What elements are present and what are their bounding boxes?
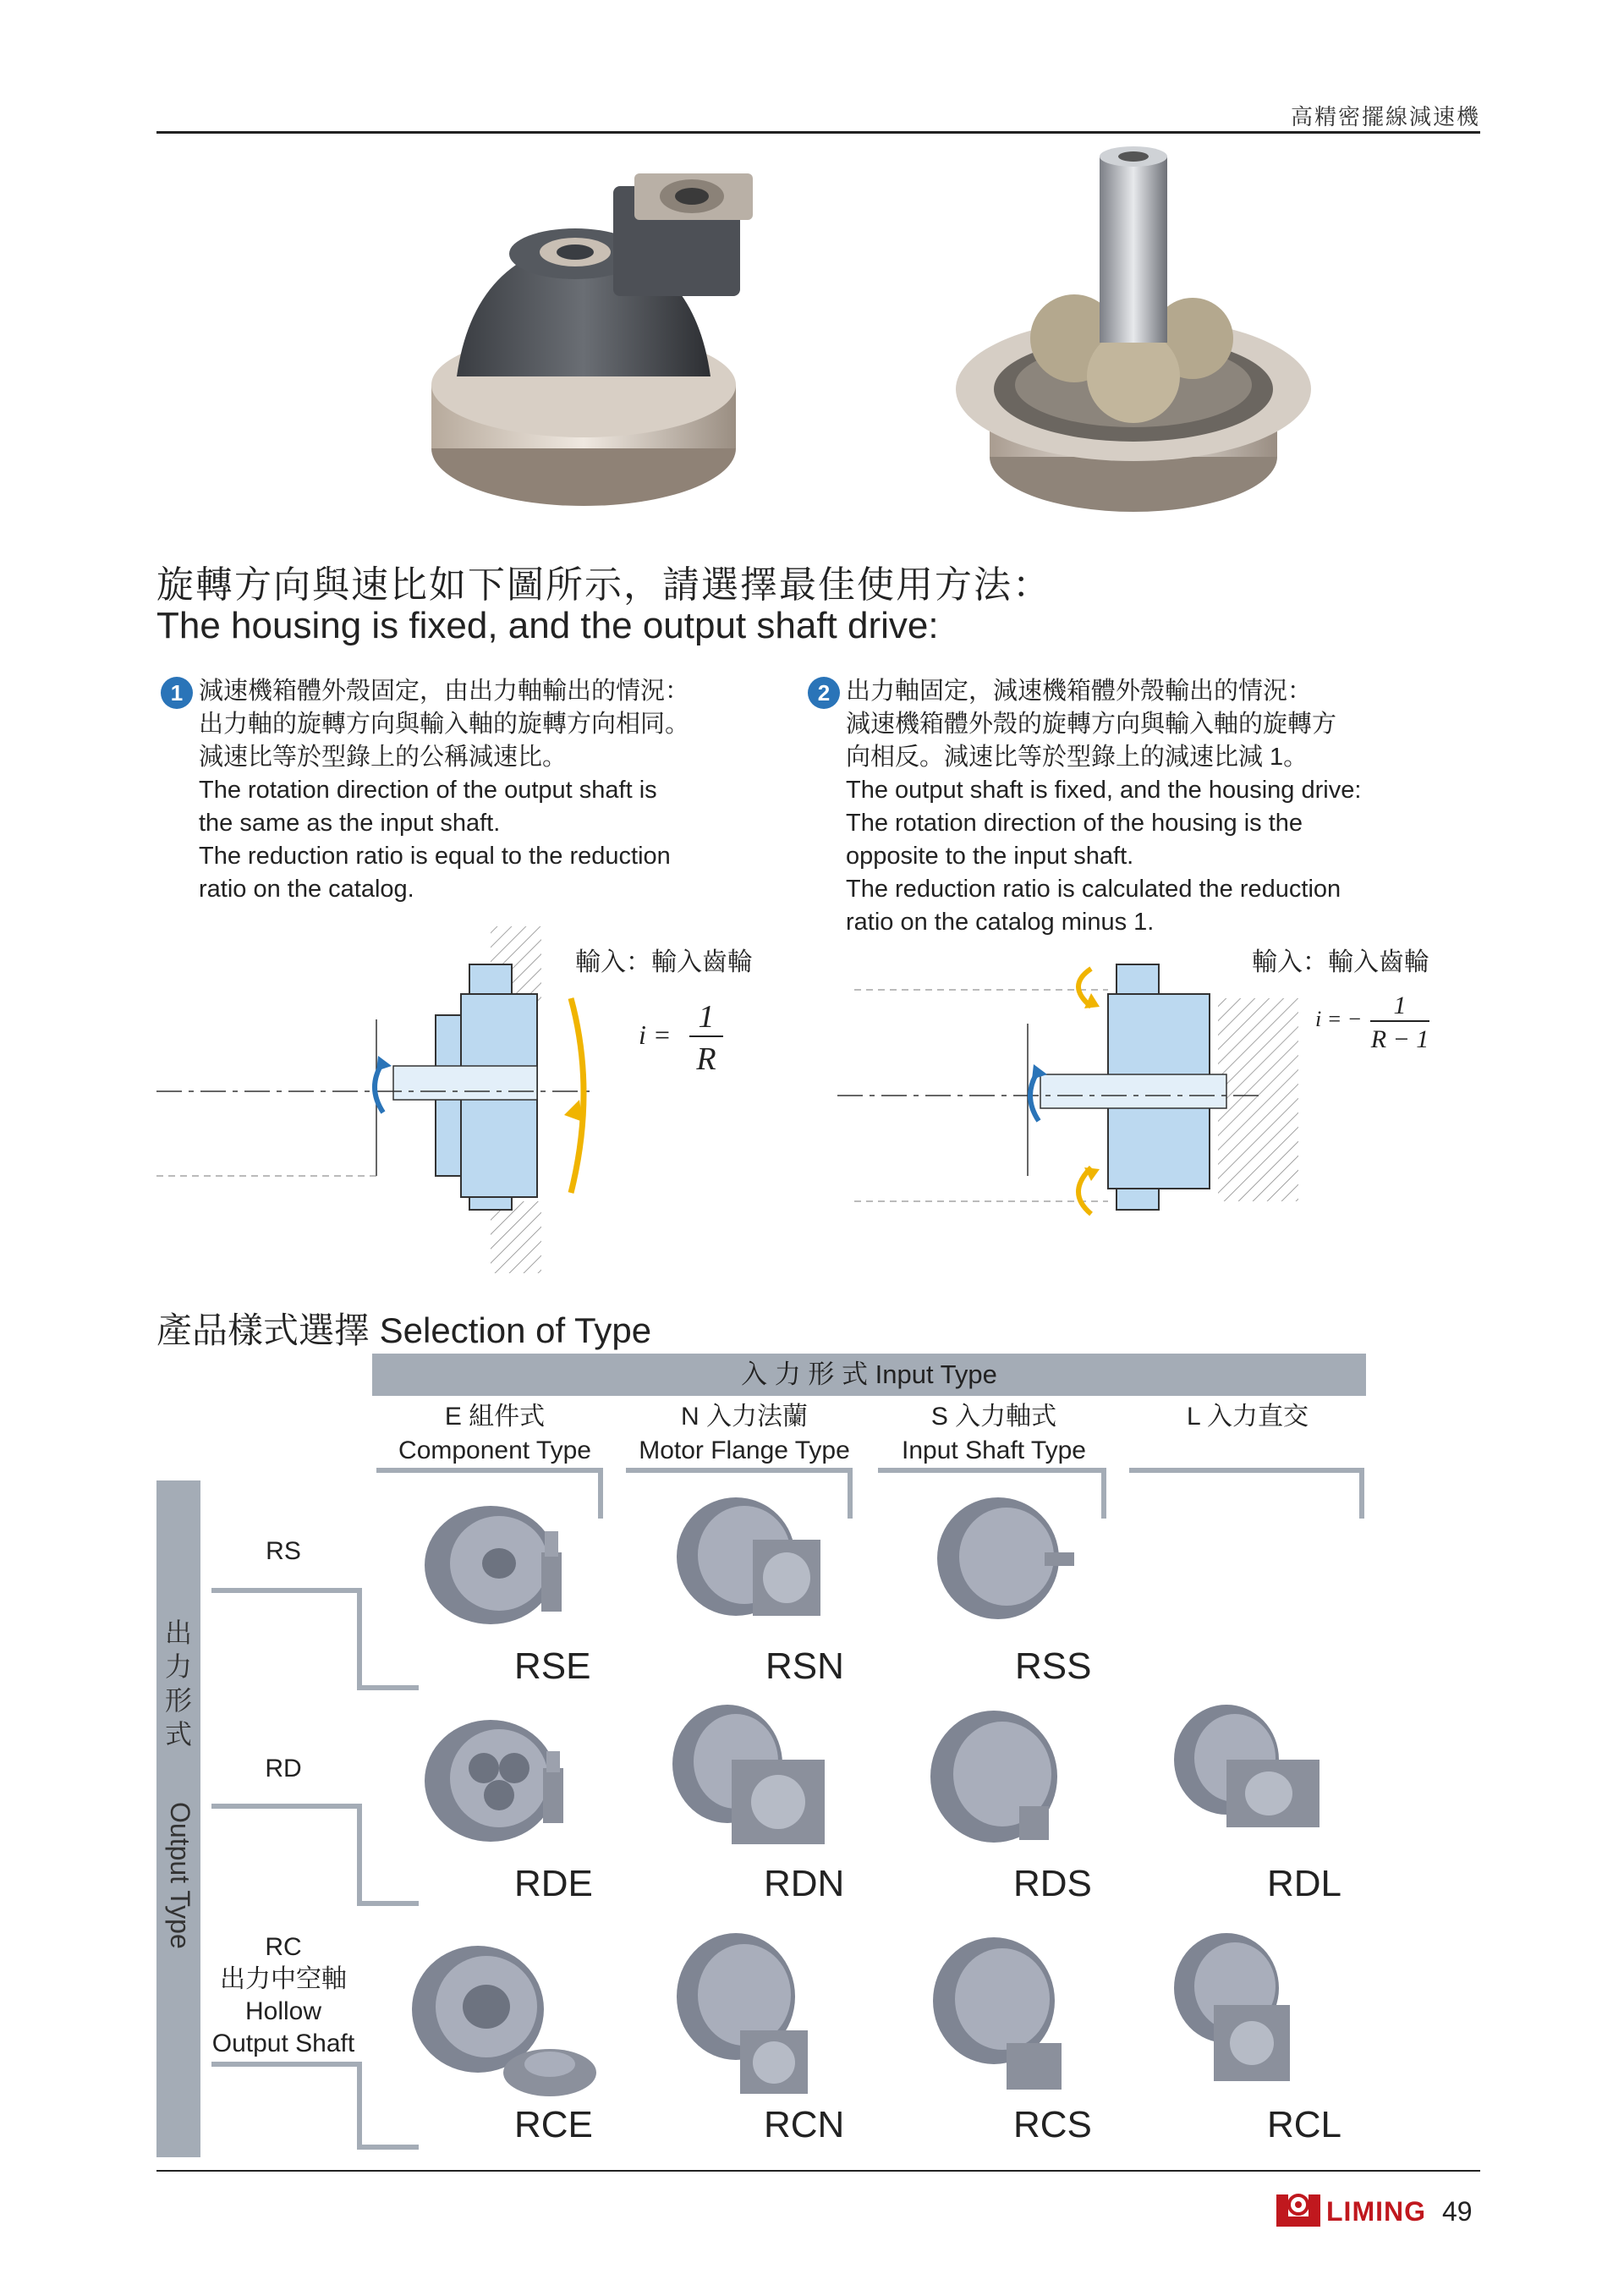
liming-logo-icon <box>1273 2189 1324 2230</box>
header-title: 高精密擺線減速機 <box>1290 104 1480 129</box>
header-rule <box>156 131 1480 134</box>
item-1-line: The reduction ratio is equal to the reduction <box>199 843 671 870</box>
formula-1-numerator: 1 <box>689 998 723 1037</box>
model-code: RDL <box>1267 1863 1342 1904</box>
row-label-line: RC <box>265 1933 302 1961</box>
row-label-line: Output Shaft <box>211 2030 355 2057</box>
product-rsn-image <box>668 1489 854 1633</box>
item-2-line: 減速機箱體外殼的旋轉方向與輸入軸的旋轉方 <box>846 711 1337 738</box>
row-label-line: 出力中空軸 <box>220 1965 347 1993</box>
column-zh: S 入力軸式 <box>930 1403 1057 1431</box>
row-brackets <box>207 1565 427 2157</box>
product-rss-image <box>930 1489 1083 1633</box>
item-1-line: 出力軸的旋轉方向與輸入軸的旋轉方向相同。 <box>199 711 690 738</box>
formula-1-lhs: i = <box>639 1019 672 1050</box>
item-1-line: 減速機箱體外殼固定，由出力軸輸出的情況： <box>199 678 690 705</box>
column-zh: N 入力法蘭 <box>681 1403 808 1431</box>
item-2-line: ratio on the catalog minus 1. <box>846 909 1155 936</box>
input-type-bar: 入 力 形 式 Input Type <box>372 1354 1366 1396</box>
item-2-line: 向相反。減速比等於型錄上的減速比減 1。 <box>846 744 1309 771</box>
item-2-line: opposite to the input shaft. <box>846 843 1134 870</box>
product-rds-image <box>922 1705 1091 1857</box>
column-header-e <box>376 1400 613 1468</box>
model-code: RCN <box>764 2104 845 2145</box>
product-rdl-image <box>1167 1700 1336 1844</box>
column-en: Component Type <box>398 1436 591 1464</box>
output-type-en: Output Type <box>165 1802 195 1949</box>
product-rse-image <box>414 1497 609 1633</box>
product-rcl-image <box>1167 1929 1336 2098</box>
column-header-s <box>875 1400 1112 1468</box>
item-1-line: The rotation direction of the output shaft is <box>199 777 657 804</box>
intro-title-zh: 旋轉方向與速比如下圖所示，請選擇最佳使用方法： <box>156 563 1051 607</box>
model-code: RSN <box>765 1645 844 1687</box>
product-rcs-image <box>926 1933 1095 2102</box>
model-code: RCL <box>1267 2104 1342 2145</box>
item-2-line: The rotation direction of the housing is the <box>846 810 1303 837</box>
item-number-1: 1 <box>161 677 193 709</box>
item-1-line: ratio on the catalog. <box>199 876 414 903</box>
rotation-diagram-2 <box>837 956 1379 1235</box>
item-2-line: The output shaft is fixed, and the housing drive: <box>846 777 1362 804</box>
column-en: Input Shaft Type <box>902 1436 1086 1464</box>
column-header-n <box>626 1400 863 1468</box>
row-label-rs: RS <box>266 1537 301 1565</box>
formula-1-denominator: R <box>696 1041 716 1077</box>
column-zh: L 入力直交 <box>1187 1403 1309 1431</box>
output-type-zh: 出力形式 <box>164 1618 192 1749</box>
reducer-photo-left <box>423 161 761 533</box>
item-1-line: 減速比等於型錄上的公稱減速比。 <box>199 744 568 771</box>
product-rde-image <box>414 1709 609 1853</box>
page-number: 49 <box>1442 2196 1473 2227</box>
model-code: RSE <box>514 1645 591 1687</box>
diagram-1-label: 輸入：輸入齒輪 <box>575 948 753 977</box>
footer-rule <box>156 2170 1480 2172</box>
column-header-l <box>1129 1400 1366 1434</box>
column-en: Motor Flange Type <box>639 1436 850 1464</box>
formula-2-numerator: 1 <box>1370 991 1429 1022</box>
formula-2-lhs: i = − <box>1315 1007 1363 1031</box>
item-2-line: The reduction ratio is calculated the reduction <box>846 876 1341 903</box>
model-code: RDE <box>514 1863 593 1904</box>
model-code: RCE <box>514 2104 593 2145</box>
item-2-line: 出力軸固定，減速機箱體外殼輸出的情況： <box>846 678 1313 705</box>
row-label-rd: RD <box>265 1755 302 1782</box>
row-label-line: Hollow <box>244 1997 322 2025</box>
column-zh: E 組件式 <box>444 1403 546 1431</box>
model-code: RDS <box>1013 1863 1092 1904</box>
item-1-text <box>199 675 689 906</box>
brand-name: LIMING <box>1326 2196 1426 2227</box>
diagram-2-label: 輸入：輸入齒輪 <box>1252 948 1429 977</box>
item-1-line: the same as the input shaft. <box>199 810 501 837</box>
model-code: RDN <box>764 1863 845 1904</box>
product-rdn-image <box>664 1700 850 1853</box>
intro-title-en: The housing is fixed, and the output shaft drive: <box>156 605 939 646</box>
item-2-text <box>846 675 1361 939</box>
model-code: RSS <box>1015 1645 1092 1687</box>
product-rce-image <box>406 1937 601 2098</box>
product-rcn-image <box>668 1929 854 2098</box>
formula-2-denominator: R − 1 <box>1370 1025 1429 1053</box>
reducer-photo-right <box>947 144 1320 533</box>
item-number-2: 2 <box>808 677 840 709</box>
selection-title: 產品樣式選擇 Selection of Type <box>156 1310 652 1350</box>
model-code: RCS <box>1013 2104 1092 2145</box>
